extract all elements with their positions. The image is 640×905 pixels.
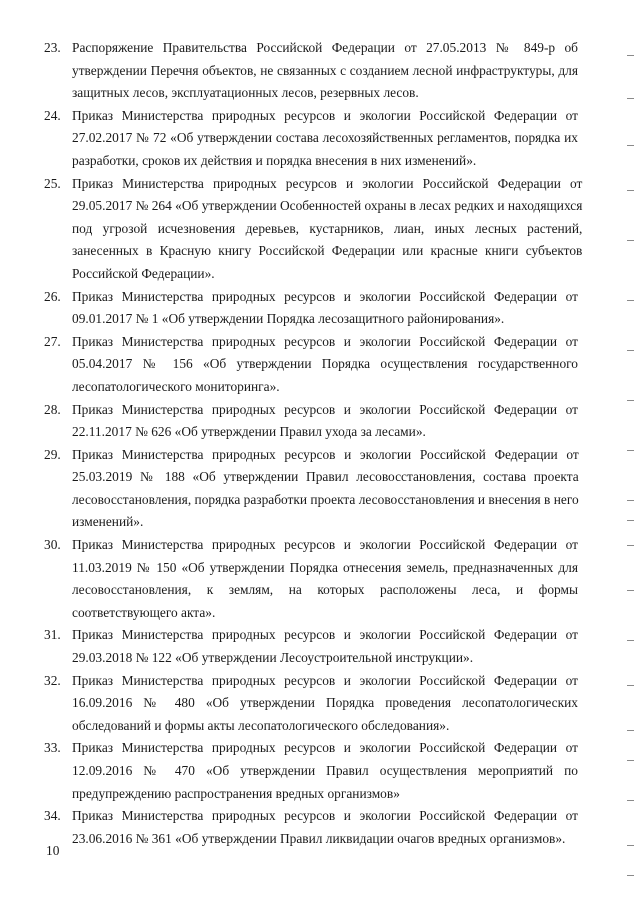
edge-mark [627, 400, 634, 401]
item-text [72, 624, 578, 669]
list-item [44, 624, 578, 669]
item-number: 28. [44, 401, 61, 417]
item-text-line: лесовосстановления, порядка разработки проекта лесовосстановления и внесения в него [72, 491, 579, 507]
edge-mark [627, 800, 634, 801]
edge-mark [627, 730, 634, 731]
page-number: 10 [46, 843, 60, 858]
edge-mark [627, 55, 634, 56]
edge-mark [627, 685, 634, 686]
edge-mark [627, 875, 634, 876]
item-text-line: Приказ Министерства природных ресурсов и экологии Российской Федерации от [72, 401, 578, 417]
item-text-line: Приказ Министерства природных ресурсов и экологии Российской Федерации от [72, 446, 579, 462]
edge-mark [627, 190, 634, 191]
edge-mark [627, 350, 634, 351]
item-text-line: занесенных в Красную книгу Российской Федерации или красные книги субъектов [72, 243, 583, 259]
item-text-line: 09.01.2017 № 1 «Об утверждении Порядка лесозащитного районирования». [72, 311, 505, 327]
item-text [72, 37, 578, 105]
item-number: 25. [44, 175, 61, 191]
item-text [72, 534, 578, 624]
list-item [44, 399, 578, 444]
item-text-line: 11.03.2019 № 150 «Об утверждении Порядка отнесения земель, предназначенных для [72, 559, 578, 575]
item-number: 30. [44, 537, 61, 553]
item-text-line: 12.09.2016 № 470 «Об утверждении Правил осуществления мероприятий по [72, 763, 578, 778]
item-text [72, 805, 578, 850]
item-text-line: Приказ Министерства природных ресурсов и экологии Российской Федерации от [72, 808, 578, 824]
item-number: 34. [44, 808, 61, 824]
item-number: 27. [44, 333, 61, 349]
edge-mark [627, 240, 634, 241]
item-number: 26. [44, 288, 61, 304]
item-text [72, 670, 578, 738]
item-text-line: Приказ Министерства природных ресурсов и экологии Российской Федерации от [72, 333, 578, 349]
edge-mark [627, 145, 634, 146]
list-item [44, 805, 578, 850]
item-text-line: 29.05.2017 № 264 «Об утверждении Особенностей охраны в лесах редких и находящихся [72, 198, 583, 214]
list-item [44, 737, 578, 805]
item-text [72, 286, 578, 331]
item-text-line: лесовосстановления, к землям, на которых расположены леса, и формы [72, 582, 578, 598]
item-text [72, 331, 578, 399]
list-item [44, 173, 583, 286]
item-text-line: Приказ Министерства природных ресурсов и экологии Российской Федерации от [72, 288, 578, 304]
item-number: 31. [44, 627, 61, 643]
list-item [44, 37, 578, 105]
edge-mark [627, 760, 634, 761]
item-text-line: 23.06.2016 № 361 «Об утверждении Правил ликвидации очагов вредных организмов». [72, 830, 566, 846]
edge-mark [627, 545, 634, 546]
item-text-line: изменений». [72, 514, 144, 530]
list-item [44, 286, 578, 331]
item-text-line: Распоряжение Правительства Российской Федерации от 27.05.2013 № 849-р об [72, 40, 578, 55]
item-text-line: Приказ Министерства природных ресурсов и экологии Российской Федерации от [72, 740, 578, 756]
item-text-line: 29.03.2018 № 122 «Об утверждении Лесоустроительной инструкции». [72, 650, 474, 666]
list-item [44, 534, 578, 624]
item-text-line: лесопатологического мониторинга». [72, 378, 280, 394]
item-text-line: 05.04.2017 № 156 «Об утверждении Порядка осуществления государственного [72, 356, 578, 372]
item-text [72, 444, 579, 534]
item-text [72, 399, 578, 444]
list-item [44, 105, 578, 173]
item-text [72, 105, 578, 173]
item-text-line: Приказ Министерства природных ресурсов и экологии Российской Федерации от [72, 672, 578, 688]
list-item [44, 444, 578, 534]
item-text-line: предупреждению распространения вредных организмов» [72, 785, 400, 801]
edge-mark [627, 845, 634, 846]
item-number: 33. [44, 740, 61, 756]
item-text-line: Приказ Министерства природных ресурсов и экологии Российской Федерации от [72, 175, 583, 191]
item-text-line: 25.03.2019 № 188 «Об утверждении Правил лесовосстановления, состава проекта [72, 469, 579, 485]
item-number: 32. [44, 672, 61, 688]
item-text-line: 22.11.2017 № 626 «Об утверждении Правил ухода за лесами». [72, 424, 426, 440]
item-text-line: 16.09.2016 № 480 «Об утверждении Порядка проведения лесопатологических [72, 695, 578, 711]
edge-mark [627, 300, 634, 301]
edge-mark [627, 520, 634, 521]
item-text-line: утверждении Перечня объектов, не связанных с созданием лесной инфраструктуры, для [72, 62, 578, 78]
edge-mark [627, 590, 634, 591]
list-item [44, 331, 578, 399]
scan-edge-marks [614, 0, 634, 905]
item-number: 29. [44, 446, 61, 462]
edge-mark [627, 500, 634, 501]
item-text-line: Приказ Министерства природных ресурсов и экологии Российской Федерации от [72, 107, 578, 123]
item-text-line: обследований и формы акты лесопатологического обследования». [72, 717, 450, 733]
item-text-line: разработки, сроков их действия и порядка внесения в них изменений». [72, 152, 477, 168]
edge-mark [627, 450, 634, 451]
item-text-line: Приказ Министерства природных ресурсов и экологии Российской Федерации от [72, 627, 578, 643]
edge-mark [627, 640, 634, 641]
item-text-line: соответствующего акта». [72, 604, 216, 620]
item-text-line: под угрозой исчезновения деревьев, кустарников, лиан, иных лесных растений, [72, 220, 583, 236]
item-text-line: Приказ Министерства природных ресурсов и экологии Российской Федерации от [72, 537, 578, 553]
item-number: 23. [44, 40, 61, 55]
item-number: 24. [44, 107, 61, 123]
item-text [72, 173, 582, 286]
item-text-line: защитных лесов, эксплуатационных лесов, резервных лесов. [72, 85, 419, 101]
edge-mark [627, 98, 634, 99]
regulations-list [44, 37, 583, 850]
item-text-line: Российской Федерации». [72, 265, 215, 281]
item-text-line: 27.02.2017 № 72 «Об утверждении состава лесохозяйственных регламентов, порядка их [72, 130, 578, 146]
item-text [72, 737, 578, 805]
list-item [44, 670, 578, 738]
